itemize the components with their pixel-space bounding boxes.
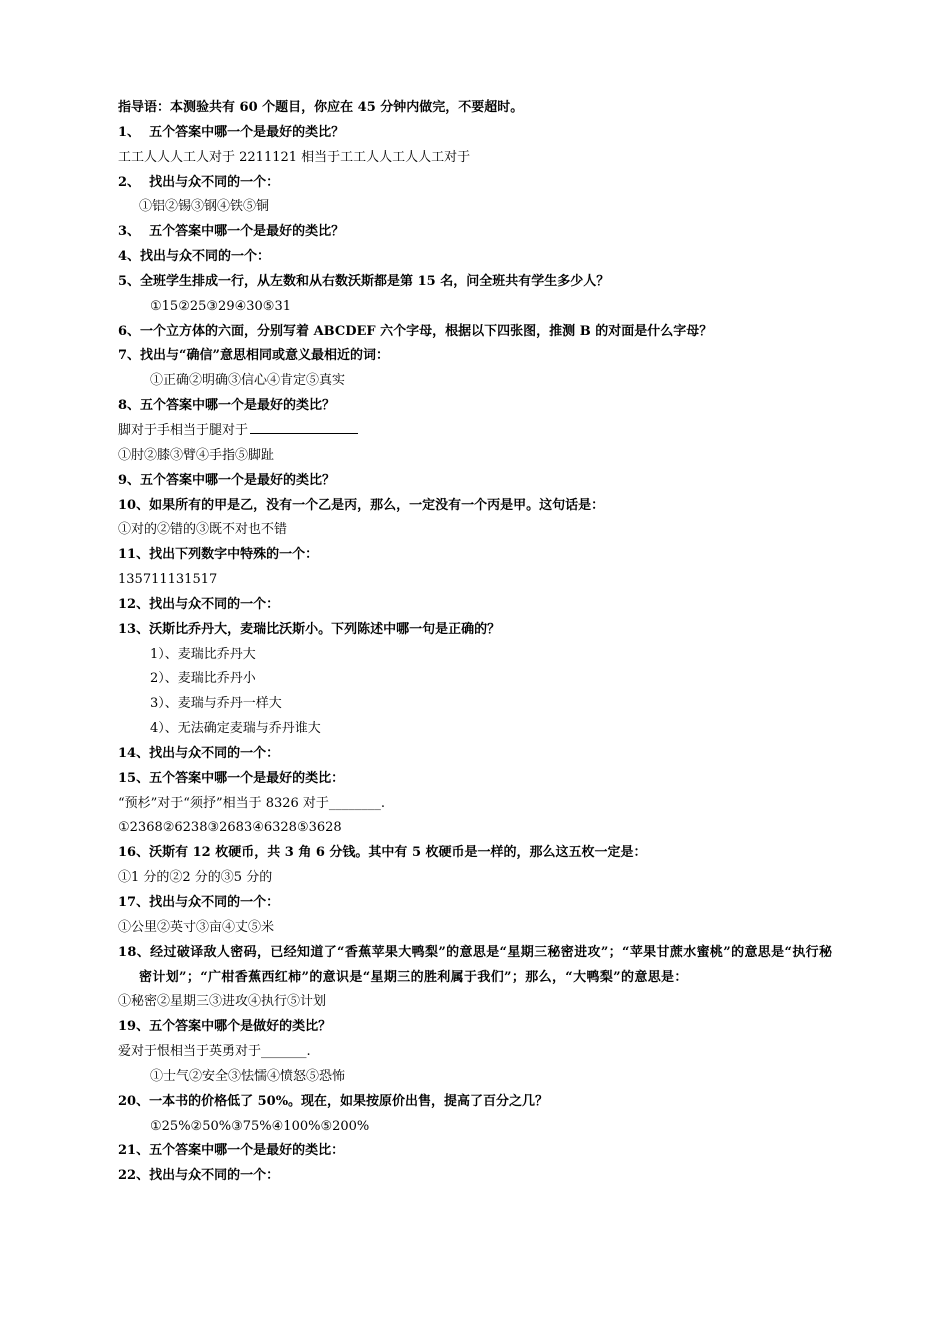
question-9: 9、五个答案中哪一个是最好的类比？ [118,472,336,488]
question-3: 3、 五个答案中哪一个是最好的类比？ [118,224,345,240]
question-11: 11、找出下列数字中特殊的一个： [118,547,319,563]
question-15-text: “预杉”对于“须抒”相当于 8326 对于________. [118,795,386,811]
question-8-text [118,419,838,444]
instructions-line: 指导语：本测验共有 60 个题目，你应在 45 分钟内做完，不要超时。 [118,100,524,115]
question-2: 2、 找出与众不同的一个： [118,174,280,190]
question-19-options: ①士气②安全③怯懦④愤怒⑤恐怖 [150,1068,346,1084]
question-5-options: ①15②25③29④30⑤31 [150,298,291,314]
question-16-options: ①1 分的②2 分的③5 分的 [118,870,273,886]
question-10-options: ①对的②错的③既不对也不错 [118,522,288,538]
question-8-text-content: 脚对于手相当于腿对于 [118,422,249,438]
document-page [118,96,838,1189]
question-13-option-3: 3）、麦瑞与乔丹一样大 [150,696,282,712]
question-5: 5、全班学生排成一行，从左数和从右数沃斯都是第 15 名，问全班共有学生多少人？ [118,273,610,289]
question-20-options: ①25%②50%③75%④100%⑤200% [150,1118,370,1134]
question-8-options: ①肘②膝③臂④手指⑤脚趾 [118,447,275,463]
question-15-options: ①2368②6238③2683④6328⑤3628 [118,820,342,836]
question-21: 21、五个答案中哪一个是最好的类比： [118,1143,345,1159]
question-12: 12、找出与众不同的一个： [118,596,280,612]
question-14: 14、找出与众不同的一个： [118,745,280,761]
question-7: 7、找出与“确信”意思相同或意义最相近的词： [118,348,390,364]
question-20: 20、一本书的价格低了 50%。现在，如果按原价出售，提高了百分之几？ [118,1093,549,1109]
question-7-options: ①正确②明确③信心④肯定⑤真实 [150,373,346,389]
question-13-option-4: 4）、无法确定麦瑞与乔丹谁大 [150,721,321,737]
question-22: 22、找出与众不同的一个： [118,1168,280,1184]
question-8: 8、五个答案中哪一个是最好的类比？ [118,398,336,414]
question-15: 15、五个答案中哪一个是最好的类比： [118,770,345,786]
question-13-option-2: 2）、麦瑞比乔丹小 [150,671,256,687]
question-6: 6、一个立方体的六面，分别写着 ABCDEF 六个字母，根据以下四张图，推测 B 的对面是什么字母？ [118,323,713,339]
question-1: 1、 五个答案中哪一个是最好的类比？ [118,124,345,140]
question-18-options: ①秘密②星期三③进攻④执行⑤计划 [118,994,327,1010]
question-2-options: ①铝②锡③钢④铁⑤铜 [139,199,270,215]
question-17: 17、找出与众不同的一个： [118,895,280,910]
question-11-text: 135711131517 [118,572,218,588]
question-19: 19、五个答案中哪个是做好的类比？ [118,1019,332,1035]
question-1-text: 工工人人人工人对于 2211121 相当于工工人人工人人工对于 [118,149,471,165]
answer-blank [250,422,358,434]
question-13-option-1: 1）、麦瑞比乔丹大 [150,646,256,662]
question-16: 16、沃斯有 12 枚硬币，共 3 角 6 分钱。其中有 5 枚硬币是一样的，那么这五枚一定是： [118,845,647,861]
question-18: 18、经过破译敌人密码，已经知道了“香蕉苹果大鸭梨”的意思是“星期三秘密进攻”；“苹果甘蔗水蜜桃”的意思是“执行秘密计划”；“广柑香蕉西红柿”的意识是“星期三的胜利属于我们”；那么，“大鸭梨”的意思是： [118,944,833,985]
question-4: 4、找出与众不同的一个： [118,249,271,265]
question-13: 13、沃斯比乔丹大，麦瑞比沃斯小。下列陈述中哪一句是正确的？ [118,621,501,637]
question-17-options: ①公里②英寸③亩④丈⑤米 [118,919,275,935]
question-10: 10、如果所有的甲是乙，没有一个乙是丙，那么，一定没有一个丙是甲。这句话是： [118,497,605,513]
question-19-text: 爱对于恨相当于英勇对于_______. [118,1044,311,1060]
